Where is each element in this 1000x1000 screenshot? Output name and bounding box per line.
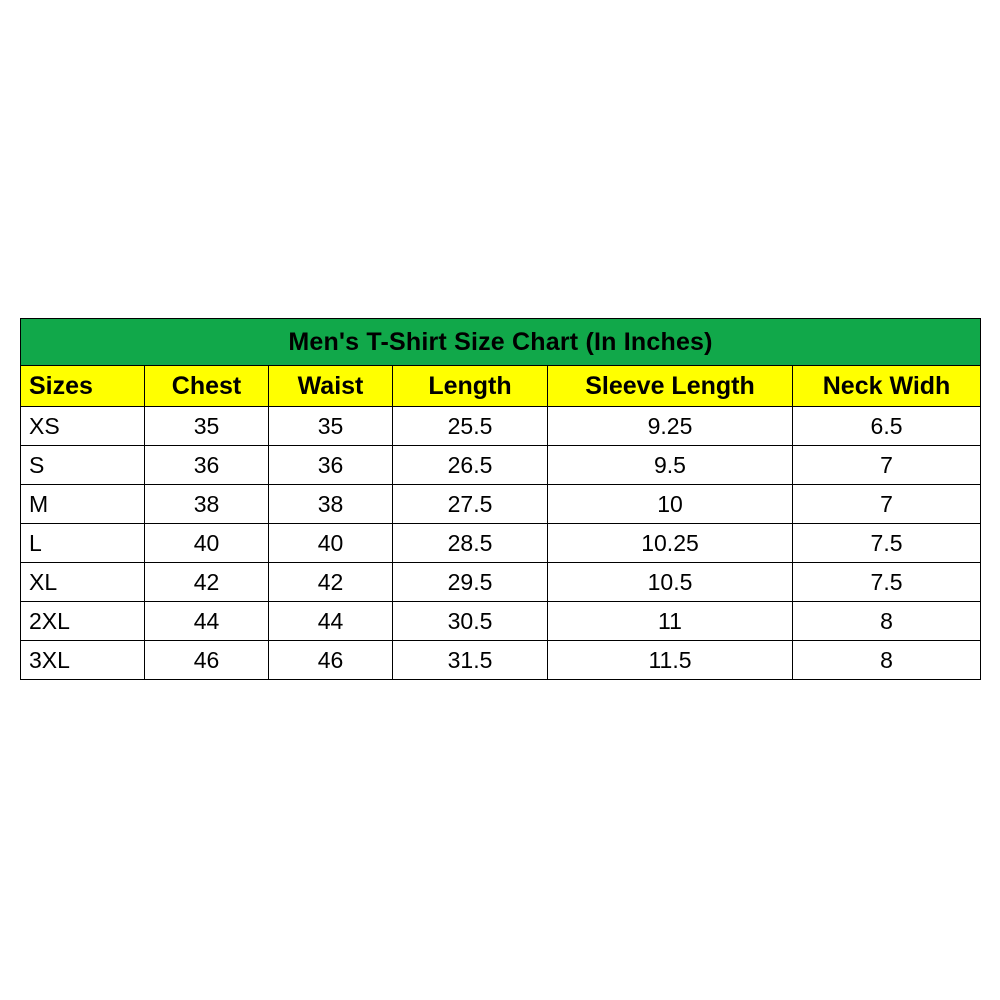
cell-size-label: XL <box>21 563 145 602</box>
cell-value: 10.25 <box>548 524 793 563</box>
cell-value: 9.25 <box>548 407 793 446</box>
cell-value: 38 <box>145 485 269 524</box>
cell-value: 35 <box>269 407 393 446</box>
cell-value: 40 <box>269 524 393 563</box>
table-row <box>21 563 981 602</box>
cell-size-label: S <box>21 446 145 485</box>
size-chart-table <box>20 318 981 680</box>
cell-value: 31.5 <box>393 641 548 680</box>
cell-value: 11 <box>548 602 793 641</box>
cell-value: 44 <box>145 602 269 641</box>
cell-value: 42 <box>269 563 393 602</box>
table-header-row <box>21 366 981 407</box>
table-row <box>21 485 981 524</box>
cell-value: 8 <box>793 641 981 680</box>
cell-value: 10 <box>548 485 793 524</box>
column-header-length: Length <box>393 366 548 407</box>
cell-size-label: M <box>21 485 145 524</box>
table-row <box>21 524 981 563</box>
chart-title: Men's T-Shirt Size Chart (In Inches) <box>21 319 981 366</box>
cell-value: 7.5 <box>793 524 981 563</box>
cell-value: 42 <box>145 563 269 602</box>
cell-value: 36 <box>145 446 269 485</box>
cell-value: 11.5 <box>548 641 793 680</box>
cell-value: 29.5 <box>393 563 548 602</box>
column-header-neck-widh: Neck Widh <box>793 366 981 407</box>
cell-value: 36 <box>269 446 393 485</box>
table-row <box>21 641 981 680</box>
column-header-sleeve-length: Sleeve Length <box>548 366 793 407</box>
column-header-chest: Chest <box>145 366 269 407</box>
cell-size-label: XS <box>21 407 145 446</box>
cell-value: 10.5 <box>548 563 793 602</box>
cell-value: 25.5 <box>393 407 548 446</box>
cell-value: 9.5 <box>548 446 793 485</box>
table-title-row <box>21 319 981 366</box>
cell-value: 40 <box>145 524 269 563</box>
cell-size-label: 2XL <box>21 602 145 641</box>
cell-value: 28.5 <box>393 524 548 563</box>
table-row <box>21 602 981 641</box>
cell-size-label: L <box>21 524 145 563</box>
size-chart-container <box>20 318 980 680</box>
cell-value: 35 <box>145 407 269 446</box>
table-row <box>21 446 981 485</box>
cell-value: 38 <box>269 485 393 524</box>
cell-value: 26.5 <box>393 446 548 485</box>
cell-value: 6.5 <box>793 407 981 446</box>
cell-size-label: 3XL <box>21 641 145 680</box>
cell-value: 44 <box>269 602 393 641</box>
cell-value: 46 <box>269 641 393 680</box>
cell-value: 46 <box>145 641 269 680</box>
column-header-waist: Waist <box>269 366 393 407</box>
cell-value: 8 <box>793 602 981 641</box>
cell-value: 7 <box>793 446 981 485</box>
cell-value: 30.5 <box>393 602 548 641</box>
cell-value: 7.5 <box>793 563 981 602</box>
table-row <box>21 407 981 446</box>
column-header-sizes: Sizes <box>21 366 145 407</box>
cell-value: 27.5 <box>393 485 548 524</box>
cell-value: 7 <box>793 485 981 524</box>
